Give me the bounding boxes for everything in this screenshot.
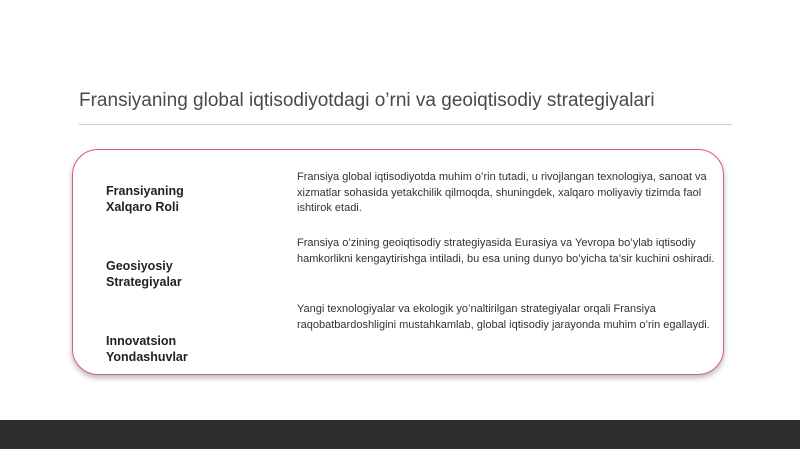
- row-label-line: Fransiyaning: [106, 184, 184, 198]
- row-text-international-role: Fransiya global iqtisodiyotda muhim o’rin tutadi, u rivojlangan texnologiya, sanoat va xizmatlar sohasida yetakchilik qilmoqda, shuningdek, xalqaro moliyaviy tizimda faol ishtirok etadi.: [297, 171, 707, 214]
- title-divider: [79, 124, 732, 125]
- slide-title: Fransiyaning global iqtisodiyotdagi o’rni va geoiqtisodiy strategiyalari: [79, 90, 655, 111]
- row-label-geopolitical-strategies: [106, 258, 256, 290]
- row-label-line: Xalqaro Roli: [106, 200, 179, 214]
- row-label-line: Yondashuvlar: [106, 350, 188, 364]
- footer-bar: [0, 420, 800, 449]
- row-label-international-role: [106, 183, 256, 215]
- row-label-line: Strategiyalar: [106, 275, 182, 289]
- row-text-innovative-approaches: Yangi texnologiyalar va ekologik yo’naltirilgan strategiyalar orqali Fransiya raqobatbardoshligini mustahkamlab, global iqtisodiy jarayonda muhim o’rin egallaydi.: [297, 303, 710, 331]
- row-label-innovative-approaches: [106, 333, 256, 365]
- row-text-geopolitical-strategies: Fransiya o’zining geoiqtisodiy strategiyasida Eurasiya va Yevropa bo’ylab iqtisodiy hamkorlikni kengaytirishga intiladi, bu esa uning dunyo bo’yicha ta’sir kuchini oshiradi.: [297, 237, 715, 265]
- row-label-line: Geosiyosiy: [106, 259, 173, 273]
- row-label-line: Innovatsion: [106, 334, 177, 348]
